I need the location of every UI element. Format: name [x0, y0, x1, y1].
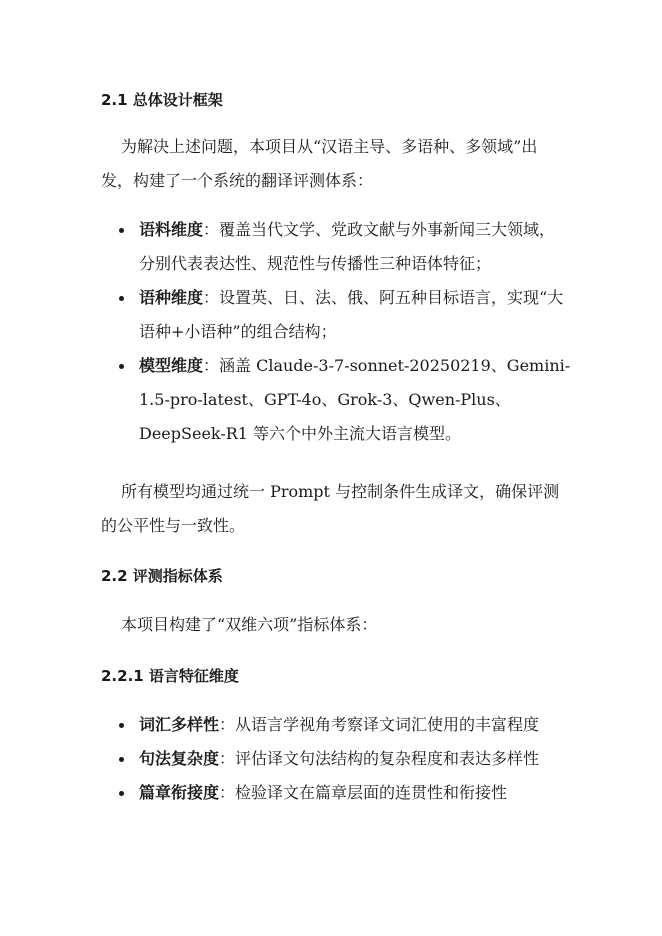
list-item: [101, 742, 571, 776]
intro-text: 为解决上述问题，本项目从“汉语主导、多语种、多领域”出发，构建了一个系统的翻译评测体系：: [101, 137, 538, 190]
bullet-term: 语料维度: [139, 220, 204, 239]
bullet-icon: [119, 296, 124, 301]
section-2-1-bullet-list: [101, 213, 571, 451]
list-item: [101, 708, 571, 742]
intro-text: 本项目构建了“双维六项”指标体系：: [121, 615, 378, 634]
bullet-icon: [119, 228, 124, 233]
bullet-text: ：涵盖 Claude-3-7-sonnet-20250219、Gemini-1.5-pro-latest、GPT-4o、Grok-3、Qwen-Plus、DeepSeek-R1 等六个中外主流大语言模型。: [139, 356, 571, 443]
bullet-term: 篇章衔接度: [139, 783, 220, 802]
section-2-2-intro: [101, 608, 561, 642]
section-heading-2-2-1: 2.2.1 语言特征维度: [101, 667, 239, 685]
bullet-term: 句法复杂度: [139, 749, 220, 768]
bullet-text: ：覆盖当代文学、党政文献与外事新闻三大领域，分别代表表达性、规范性与传播性三种语体特征；: [139, 220, 556, 273]
section-2-1-closing: [101, 475, 561, 543]
bullet-term: 语种维度: [139, 288, 204, 307]
bullet-text: ：评估译文句法结构的复杂程度和表达多样性: [219, 749, 540, 768]
section-2-1-intro: [101, 130, 561, 198]
list-item: [101, 776, 571, 810]
section-2-2-1-bullet-list: [101, 708, 571, 810]
bullet-term: 模型维度: [139, 356, 204, 375]
bullet-text: ：设置英、日、法、俄、阿五种目标语言，实现“大语种+小语种”的组合结构；: [139, 288, 564, 341]
list-item: [101, 349, 571, 451]
section-heading-2-2: 2.2 评测指标体系: [101, 567, 223, 585]
bullet-text: ：检验译文在篇章层面的连贯性和衔接性: [219, 783, 508, 802]
closing-text: 所有模型均通过统一 Prompt 与控制条件生成译文，确保评测的公平性与一致性。: [101, 482, 560, 535]
bullet-icon: [119, 364, 124, 369]
bullet-term: 词汇多样性: [139, 715, 220, 734]
section-heading-2-1: 2.1 总体设计框架: [101, 91, 223, 109]
list-item: [101, 281, 571, 349]
bullet-icon: [119, 791, 124, 796]
list-item: [101, 213, 571, 281]
bullet-icon: [119, 723, 124, 728]
bullet-text: ：从语言学视角考察译文词汇使用的丰富程度: [219, 715, 540, 734]
bullet-icon: [119, 757, 124, 762]
